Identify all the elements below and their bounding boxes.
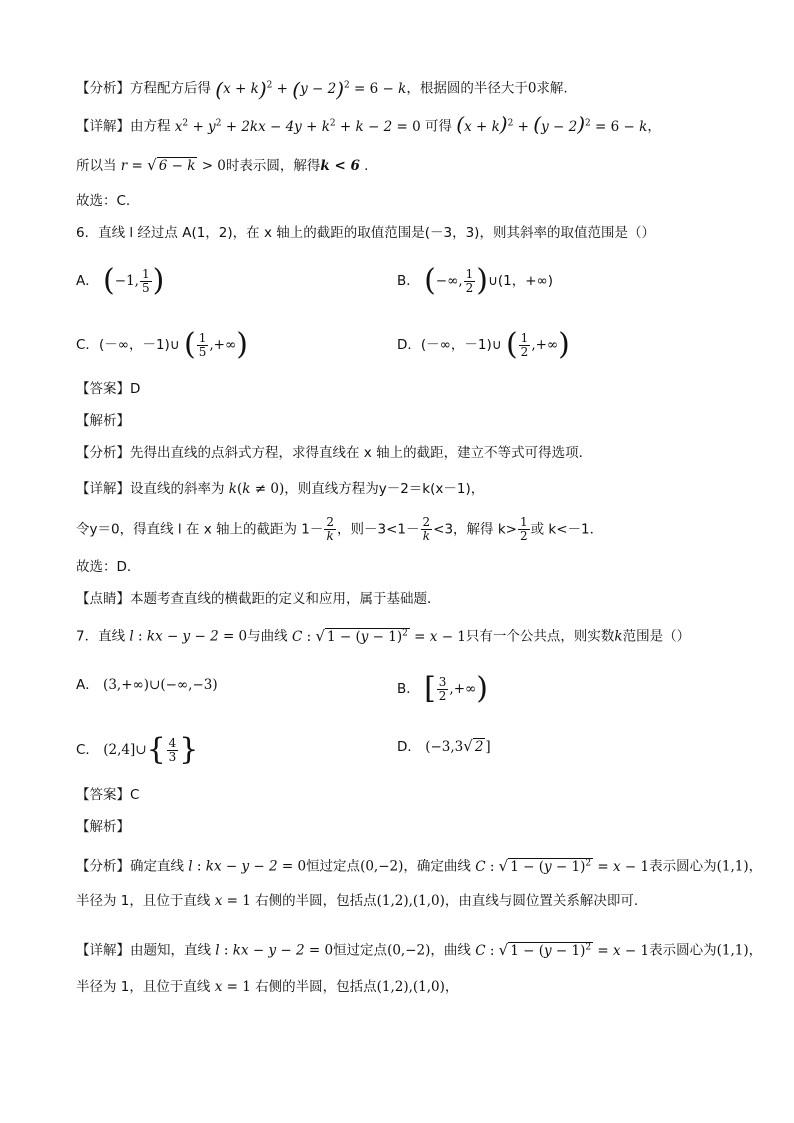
q6-option-b: B． (−∞, $\frac{1}{2}$ )∪(1，+∞)	[397, 263, 554, 298]
formula: k < 6	[320, 158, 360, 174]
formula: k(k ≠ 0)	[228, 481, 285, 497]
q7-option-a: A． (3,+∞)∪(−∞,−3)	[76, 677, 218, 693]
s5-choose: 故选：C.	[76, 193, 131, 209]
q6-comment: 【点睛】本题考查直线的横截距的定义和应用，属于基础题．	[76, 591, 441, 607]
q7-analysis-1: 【分析】确定直线 l : kx − y − 2 = 0恒过定点(0,−2)，确定曲线 C : √ $1 - (y - 1)^2 = x - 1$表示圆心为(1,1)，	[76, 856, 763, 875]
q6-analysis: 【分析】先得出直线的点斜式方程，求得直线在 x 轴上的截距，建立不等式可得选项．	[76, 445, 593, 461]
q7-detail-1: 【详解】由题知，直线 l : kx − y − 2 = 0恒过定点(0,−2)，曲线 C : √ $1 - (y - 1)^2 = x - 1$表示圆心为(1,1)，	[76, 940, 763, 959]
formula: $(x + k)^2 + (y - 2)^2 = 6 - k$	[456, 111, 648, 136]
q7-option-c: C． (2,4]∪{ $\frac{4}{3}$ }	[76, 732, 199, 767]
s5-detail-line: 【详解】由方程 $x^2 + y^2 + 2kx - 4y + k^2 + k - 2 = 0$ 可得 $(x + k)^2 + (y - 2)^2 = 6 - k$，	[76, 111, 661, 136]
q7-answer: 【答案】C	[76, 787, 140, 803]
q7-analysis-2: 半径为 1，且位于直线 x = 1 右侧的半圆，包括点(1,2),(1,0)，由直线与圆位置关系解决即可.	[76, 893, 639, 909]
formula: r = √ 6 − k > 0	[120, 156, 226, 174]
q6-answer: 【答案】D	[76, 381, 141, 397]
q6-jiexi: 【解析】	[76, 413, 130, 429]
q6-option-c: C．(－∞，－1)∪ ( $\frac{1}{5}$ ,+∞)	[76, 327, 248, 362]
q6-stem: 6．直线 l 经过点 A(1，2)，在 x 轴上的截距的取值范围是(－3，3)，则其斜率的取值范围是（）	[76, 225, 655, 241]
formula: l : kx − y − 2 = 0	[129, 628, 248, 645]
q6-choose: 故选：D．	[76, 559, 141, 575]
q6-option-d: D．(－∞，－1)∪ ( $\frac{1}{2}$ ,+∞)	[397, 327, 570, 362]
formula: C : √ $1 - (y - 1)^2 = x - 1$	[291, 626, 466, 645]
q7-detail-2: 半径为 1，且位于直线 x = 1 右侧的半圆，包括点(1,2),(1,0)，	[76, 979, 459, 995]
s5-analysis-line: 【分析】方程配方后得 $(x + k)^2 + (y - 2)^2 = 6 - k$，根据圆的半径大于0求解.	[76, 77, 568, 101]
s5-sowhen-line: 所以当 r = √ 6 − k > 0时表示圆，解得k < 6 .	[76, 156, 369, 174]
formula: $x^2 + y^2 + 2kx - 4y + k^2 + k - 2 = 0$	[174, 118, 421, 135]
q7-jiexi: 【解析】	[76, 819, 130, 835]
q7-option-d: D． (−3,3√ 2 ]	[397, 737, 491, 755]
q6-detail: 【详解】设直线的斜率为 k(k ≠ 0)，则直线方程为y－2＝k(x－1)，	[76, 481, 485, 497]
q6-option-a: A． (−1, $\frac{1}{5}$ )	[76, 263, 165, 298]
q7-option-b: B． [ $\frac{3}{2}$ ,+∞)	[397, 671, 488, 706]
q7-stem: 7．直线 l : kx − y − 2 = 0与曲线 C : √ $1 - (y - 1)^2 = x - 1$只有一个公共点，则实数k范围是（）	[76, 626, 691, 645]
formula: $(x + k)^2 + (y - 2)^2 = 6 - k$	[215, 77, 407, 101]
q6-let: 令y＝0，得直线 l 在 x 轴上的截距为 1－ $\frac{2}{k}$ ，则－3<1－ $\frac{2}{k}$ <3，解得 k> $\frac{1}{2}$ 或 k<－1．	[76, 515, 604, 543]
analysis-tag: 【分析】	[76, 80, 130, 97]
